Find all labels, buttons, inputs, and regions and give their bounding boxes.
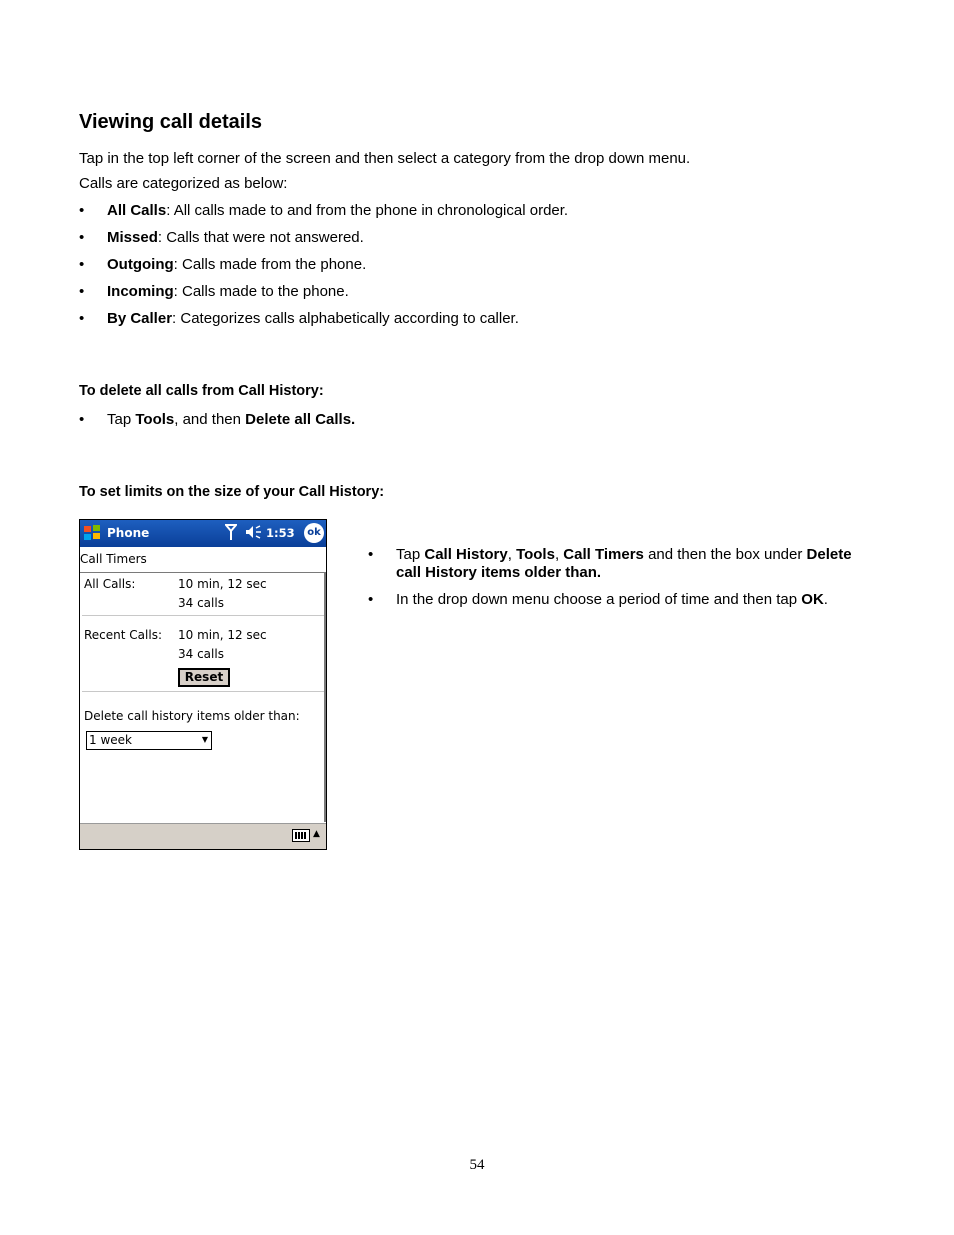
reset-button[interactable]: Reset [178, 668, 230, 687]
step-text: , [554, 546, 564, 563]
category-term: Missed [107, 229, 158, 246]
step-bold: Delete call History items older than. [396, 546, 852, 581]
step-text: In the drop down menu choose a period of time and then tap [396, 591, 802, 608]
all-calls-label: All Calls: [84, 577, 136, 591]
chevron-down-icon: ▼ [201, 735, 208, 744]
list-item [79, 202, 568, 229]
step-text: , and then [174, 411, 246, 428]
menu-bar [80, 823, 326, 850]
delete-history-label: Delete call history items older than: [84, 709, 300, 723]
step-text: . [823, 591, 828, 608]
page-title: Viewing call details [79, 111, 263, 133]
step-bold: Delete all Calls. [245, 411, 356, 428]
category-desc: : Calls made to the phone. [173, 283, 349, 300]
list-item [79, 411, 355, 438]
list-item [79, 229, 568, 256]
clock-time[interactable]: 1:53 [266, 526, 295, 540]
step-text: and then the box under [643, 546, 807, 563]
limits-heading: To set limits on the size of your Call History: [79, 484, 385, 500]
all-calls-time: 10 min, 12 sec [178, 577, 267, 591]
step-bold: Tools [135, 411, 175, 428]
intro-line-2: Calls are categorized as below: [79, 175, 288, 192]
step-bold: Call Timers [563, 546, 644, 563]
step-text: , [507, 546, 517, 563]
title-bar [80, 520, 326, 547]
category-desc: : Calls made from the phone. [173, 256, 367, 273]
step-bold: Call History [424, 546, 508, 563]
category-desc: : Categorizes calls alphabetically according to caller. [172, 310, 519, 327]
list-item [79, 283, 568, 310]
antenna-icon[interactable] [225, 523, 237, 541]
step-bold: OK [801, 591, 824, 608]
heading-row [80, 547, 326, 573]
list-item [79, 310, 568, 337]
divider [82, 691, 324, 692]
recent-calls-time: 10 min, 12 sec [178, 628, 267, 642]
category-term: Incoming [107, 283, 174, 300]
category-desc: : All calls made to and from the phone in chronological order. [166, 202, 569, 219]
intro-line-1: Tap in the top left corner of the screen and then select a category from the drop down menu. [79, 150, 691, 167]
list-item [79, 256, 568, 283]
ok-button[interactable]: ok [304, 523, 324, 543]
list-item [368, 591, 878, 609]
limits-steps [368, 546, 878, 618]
delete-heading: To delete all calls from Call History: [79, 383, 324, 399]
delete-steps [79, 411, 355, 438]
list-item [368, 546, 878, 582]
speaker-icon[interactable] [244, 523, 262, 541]
screen-heading: Call Timers [80, 552, 147, 566]
windows-start-icon[interactable] [83, 524, 101, 542]
step-bold: Tools [516, 546, 555, 563]
history-age-select[interactable] [86, 731, 212, 750]
step-text: Tap [107, 411, 136, 428]
screen-border [324, 572, 326, 822]
step-text: Tap [396, 546, 425, 563]
history-age-value: 1 week [89, 733, 132, 747]
category-list [79, 202, 568, 337]
up-arrow-icon[interactable]: ▲ [313, 829, 320, 839]
category-term: All Calls [107, 202, 167, 219]
recent-calls-count: 34 calls [178, 647, 224, 661]
call-timers-screenshot [79, 519, 327, 850]
category-term: Outgoing [107, 256, 174, 273]
recent-calls-label: Recent Calls: [84, 628, 162, 642]
category-desc: : Calls that were not answered. [157, 229, 364, 246]
keyboard-icon[interactable] [292, 829, 310, 842]
app-title: Phone [107, 526, 150, 540]
category-term: By Caller [107, 310, 173, 327]
divider [82, 615, 324, 616]
page-number: 54 [469, 1157, 485, 1173]
all-calls-count: 34 calls [178, 596, 224, 610]
